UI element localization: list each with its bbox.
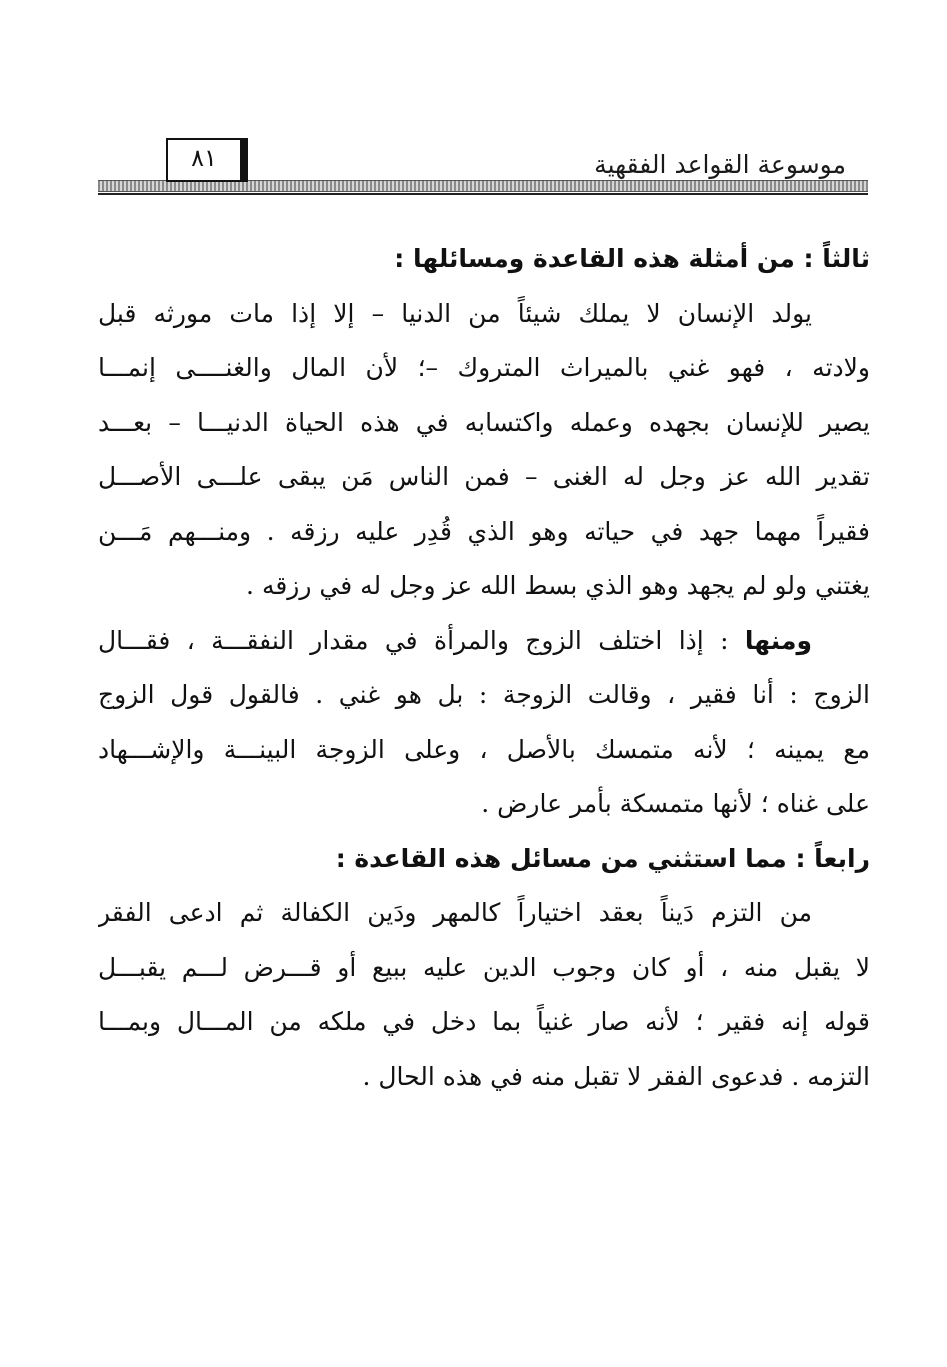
text-line: التزمه . فدعوى الفقر لا تقبل منه في هذه الحال . — [362, 1061, 870, 1091]
text-line: قوله إنه فقير ؛ لأنه صار غنياً بما دخل في ملكه من المـــال وبمـــا — [98, 1007, 870, 1036]
page-header — [98, 136, 868, 198]
text-line: يولد الإنسان لا يملك شيئاً من الدنيا – إلا إذا مات مورثه قبل — [98, 298, 812, 328]
section-heading-examples: ثالثاً : من أمثلة هذه القاعدة ومسائلها : — [394, 244, 870, 273]
paragraph-exceptions — [98, 886, 870, 1104]
text-line: فقيراً مهما جهد في حياته وهو الذي قُدِر عليه رزقه . ومنـــهم مَـــن — [98, 516, 870, 546]
page-body — [98, 232, 870, 1104]
paragraph-examples — [98, 287, 870, 614]
text-line: الزوج : أنا فقير ، وقالت الزوجة : بل هو غني . فالقول قول الزوج — [98, 680, 870, 709]
text-run: : إذا اختلف الزوج والمرأة في مقدار النفقـــة ، فقـــال — [98, 625, 745, 655]
text-line: يغتني ولو لم يجهد وهو الذي بسط الله عز وجل له في رزقه . — [246, 571, 870, 600]
text-line: تقدير الله عز وجل له الغنى – فمن الناس مَن يبقى علـــى الأصـــل — [98, 462, 870, 491]
text-line: يصير للإنسان بجهده وعمله واكتسابه في هذه الحياة الدنيـــا – بعـــد — [98, 407, 870, 437]
text-line: ولادته ، فهو غني بالميراث المتروك –؛ لأن المال والغنــــى إنمـــا — [98, 353, 870, 382]
text-line: لا يقبل منه ، أو كان وجوب الدين عليه ببيع أو قـــرض لـــم يقبـــل — [98, 952, 870, 982]
running-title: موسوعة القواعد الفقهية — [594, 150, 846, 179]
paragraph-spouse-example — [98, 614, 870, 832]
page-number: ٨١ — [191, 144, 217, 172]
text-line: على غناه ؛ لأنها متمسكة بأمر عارض . — [481, 789, 870, 818]
header-rule-base — [98, 193, 868, 195]
text-line — [98, 614, 870, 669]
section-heading-exceptions: رابعاً : مما استثني من مسائل هذه القاعدة : — [335, 843, 870, 873]
text-line: مع يمينه ؛ لأنه متمسك بالأصل ، وعلى الزوجة البينـــة والإشـــهاد — [98, 734, 870, 764]
text-line: من التزم دَيناً بعقد اختياراً كالمهر ودَين الكفالة ثم ادعى الفقر — [98, 898, 812, 927]
page-number-box — [166, 138, 248, 182]
paragraph-lead: ومنها — [744, 625, 812, 655]
